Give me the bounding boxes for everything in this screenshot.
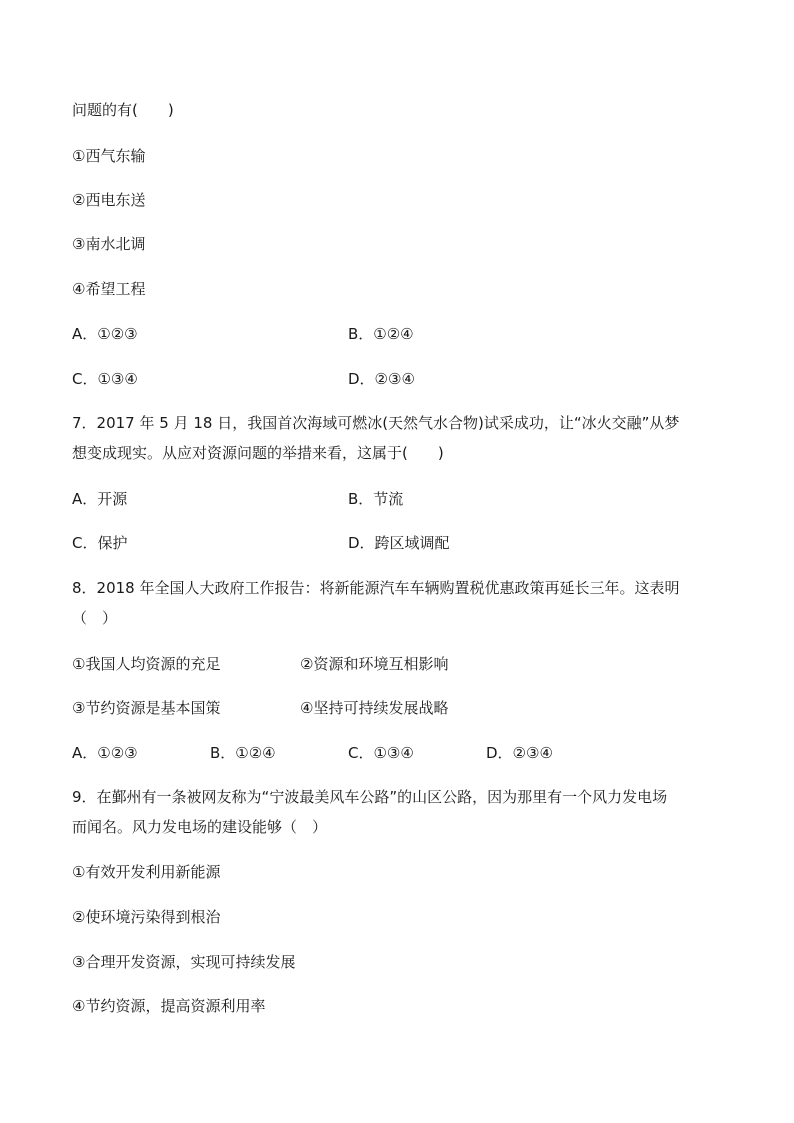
- q9-item-3: ③合理开发资源，实现可持续发展: [72, 953, 296, 971]
- q7-option-a: A．开源: [72, 490, 128, 508]
- q8-option-b: B．①②④: [210, 744, 276, 762]
- q8-item-2: ②资源和环境互相影响: [300, 655, 449, 673]
- q8-option-a: A．①②③: [72, 744, 138, 762]
- q8-item-1: ①我国人均资源的充足: [72, 655, 221, 673]
- q7-stem-line-2: 想变成现实。从应对资源问题的举措来看，这属于( ): [72, 444, 444, 462]
- q6-stem-end: 问题的有( ): [72, 101, 174, 119]
- q7-option-b: B．节流: [348, 490, 404, 508]
- q9-item-4: ④节约资源，提高资源利用率: [72, 997, 266, 1015]
- q8-stem-line-2: （ ）: [72, 609, 118, 627]
- q6-option-a: A．①②③: [72, 325, 138, 343]
- q6-item-3: ③南水北调: [72, 235, 146, 253]
- q6-option-b: B．①②④: [348, 325, 414, 343]
- q7-option-d: D．跨区域调配: [348, 534, 450, 552]
- q9-stem-line-1: 9．在鄞州有一条被网友称为“宁波最美风车公路”的山区公路，因为那里有一个风力发电场: [72, 788, 668, 806]
- q7-stem-line-1: 7．2017 年 5 月 18 日，我国首次海域可燃冰(天然气水合物)试采成功，让“冰火交融”从梦: [72, 414, 680, 432]
- q9-item-2: ②使环境污染得到根治: [72, 908, 221, 926]
- q8-item-4: ④坚持可持续发展战略: [300, 699, 449, 717]
- q8-option-c: C．①③④: [348, 744, 414, 762]
- q6-item-4: ④希望工程: [72, 280, 146, 298]
- q6-option-d: D．②③④: [348, 370, 415, 388]
- q7-option-c: C．保护: [72, 534, 128, 552]
- q9-item-1: ①有效开发利用新能源: [72, 863, 221, 881]
- q6-item-2: ②西电东送: [72, 191, 146, 209]
- q8-stem-line-1: 8．2018 年全国人大政府工作报告：将新能源汽车车辆购置税优惠政策再延长三年。这表明: [72, 579, 680, 597]
- q6-item-1: ①西气东输: [72, 147, 146, 165]
- q6-option-c: C．①③④: [72, 370, 138, 388]
- q9-stem-line-2: 而闻名。风力发电场的建设能够（ ）: [72, 818, 328, 836]
- q8-item-3: ③节约资源是基本国策: [72, 699, 221, 717]
- q8-option-d: D．②③④: [486, 744, 553, 762]
